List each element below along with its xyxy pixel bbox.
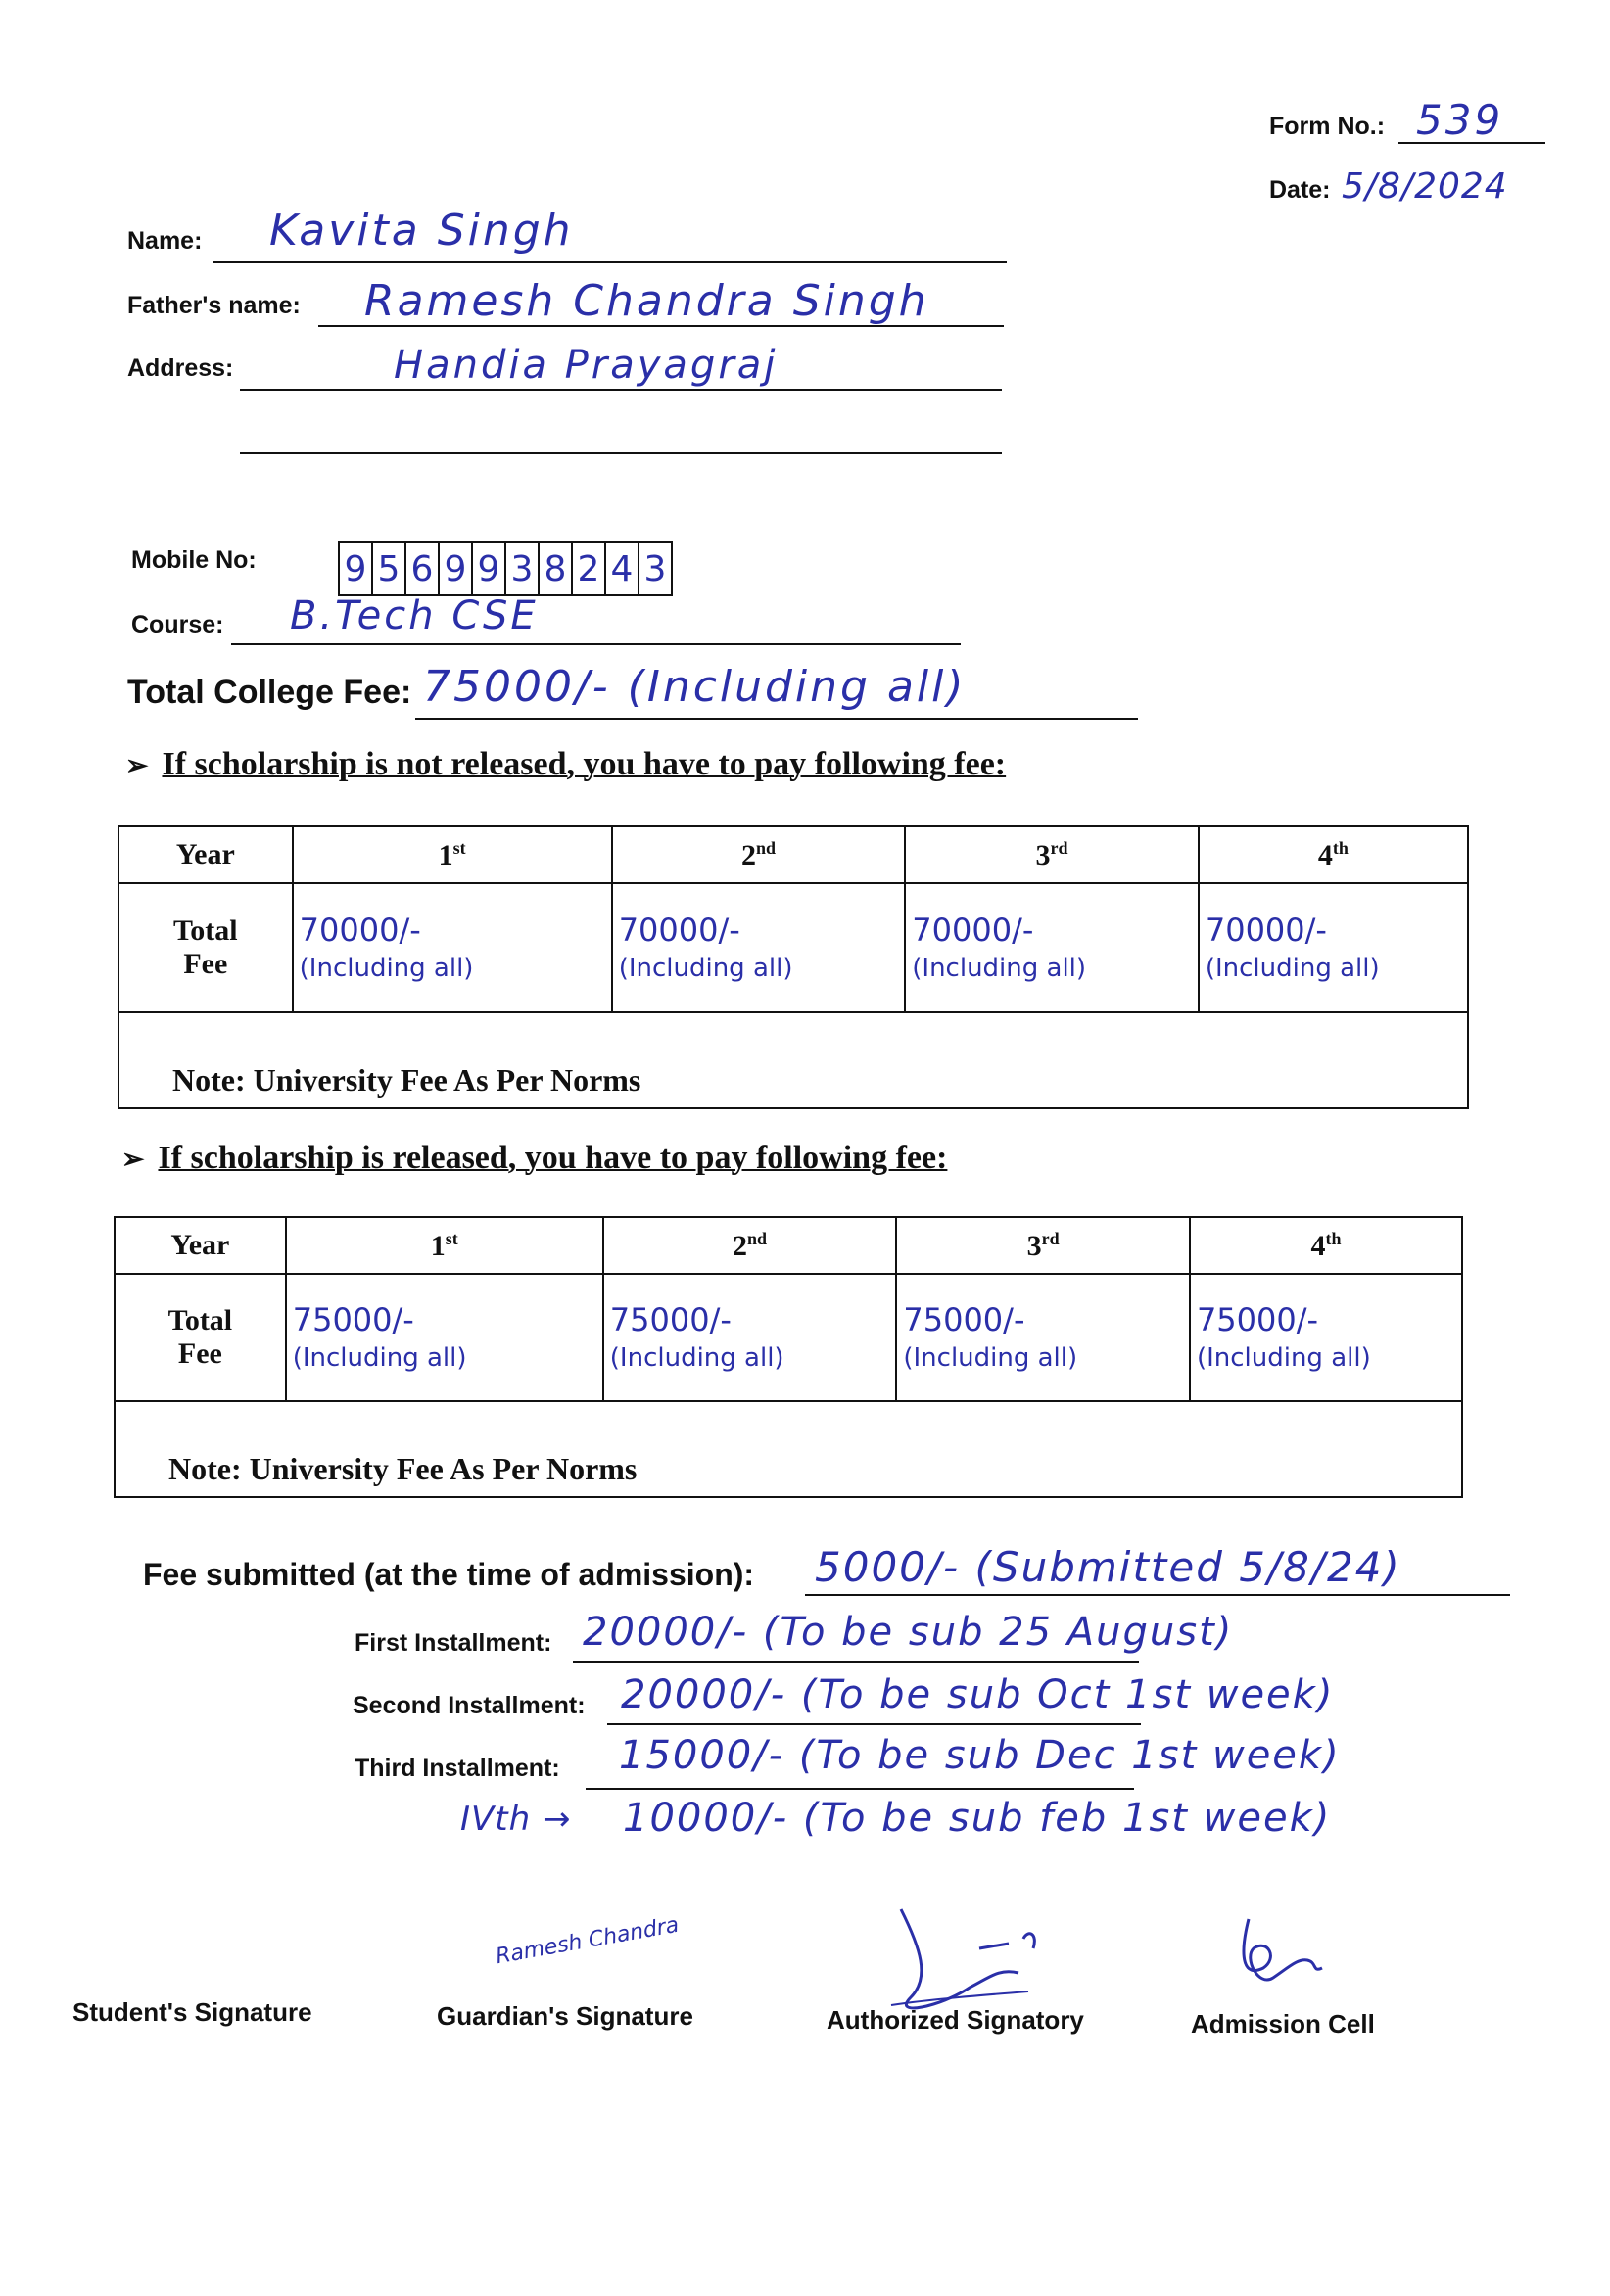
student-signature-label: Student's Signature bbox=[72, 1997, 312, 2027]
fee-amount-year-1: 70000/- (Including all) bbox=[293, 883, 612, 1012]
arrowhead-bullet-icon: ➢ bbox=[121, 1145, 145, 1175]
total-fee-label: Total Fee bbox=[118, 883, 293, 1012]
admission-cell-signature-mark bbox=[1219, 1899, 1337, 2007]
fourth-installment-value: 10000/- (To be sub feb 1st week) bbox=[623, 1796, 1332, 1841]
mobile-number-boxes bbox=[338, 541, 673, 596]
total-fee-label: Total Fee bbox=[115, 1274, 286, 1401]
name-value: Kavita Singh bbox=[269, 206, 574, 256]
name-label: Name: bbox=[127, 227, 203, 255]
year-1-header: 1st bbox=[286, 1217, 603, 1274]
fee-amount-year-2: 75000/- (Including all) bbox=[603, 1274, 897, 1401]
course-value: B.Tech CSE bbox=[290, 593, 539, 638]
mobile-digit: 6 bbox=[406, 543, 440, 594]
mobile-digit: 9 bbox=[340, 543, 373, 594]
mobile-digit: 3 bbox=[643, 548, 667, 589]
fee-submitted-underline bbox=[805, 1594, 1510, 1596]
authorized-signatory-label: Authorized Signatory bbox=[827, 2005, 1084, 2035]
year-3-header: 3rd bbox=[896, 1217, 1190, 1274]
second-installment-underline bbox=[607, 1723, 1141, 1725]
fee-amount-year-4: 75000/- (Including all) bbox=[1190, 1274, 1462, 1401]
course-underline bbox=[231, 643, 961, 645]
fee-amount-year-4: 70000/- (Including all) bbox=[1199, 883, 1468, 1012]
fee-amount-year-3: 75000/- (Including all) bbox=[896, 1274, 1190, 1401]
mobile-digit: 3 bbox=[506, 543, 540, 594]
fee-table-not-released bbox=[118, 825, 1469, 1109]
mobile-digit: 5 bbox=[373, 543, 406, 594]
total-college-fee-label: Total College Fee: bbox=[127, 674, 412, 711]
year-2-header: 2nd bbox=[603, 1217, 897, 1274]
university-fee-note: Note: University Fee As Per Norms bbox=[115, 1401, 1462, 1497]
guardian-signature-image: Ramesh Chandra bbox=[494, 1912, 682, 1970]
section-heading-text: If scholarship is released, you have to pay following fee: bbox=[158, 1140, 948, 1176]
course-label: Course: bbox=[131, 611, 224, 638]
first-installment-label: First Installment: bbox=[355, 1629, 552, 1657]
mobile-digit: 2 bbox=[573, 543, 606, 594]
arrowhead-bullet-icon: ➢ bbox=[125, 751, 149, 781]
date-value: 5/8/2024 bbox=[1342, 166, 1508, 207]
year-2-header: 2nd bbox=[612, 826, 906, 883]
second-installment-label: Second Installment: bbox=[353, 1692, 586, 1719]
fee-amount-year-2: 70000/- (Including all) bbox=[612, 883, 906, 1012]
university-fee-note: Note: University Fee As Per Norms bbox=[118, 1012, 1468, 1108]
fee-submitted-value: 5000/- (Submitted 5/8/24) bbox=[815, 1543, 1401, 1591]
third-installment-label: Third Installment: bbox=[355, 1755, 560, 1782]
third-installment-underline bbox=[586, 1788, 1134, 1790]
fee-table-released bbox=[114, 1216, 1463, 1498]
address-value: Handia Prayagraj bbox=[394, 343, 779, 388]
year-4-header: 4th bbox=[1190, 1217, 1462, 1274]
mobile-digit: 9 bbox=[440, 543, 473, 594]
year-1-header: 1st bbox=[293, 826, 612, 883]
year-3-header: 3rd bbox=[905, 826, 1199, 883]
date-label: Date: bbox=[1269, 176, 1331, 204]
form-no-label: Form No.: bbox=[1269, 113, 1386, 140]
mobile-digit: 4 bbox=[606, 543, 639, 594]
fee-amount-year-3: 70000/- (Including all) bbox=[905, 883, 1199, 1012]
address-label: Address: bbox=[127, 354, 234, 382]
father-name-label: Father's name: bbox=[127, 292, 301, 319]
mobile-digit: 9 bbox=[473, 543, 506, 594]
section-heading-released bbox=[121, 1140, 947, 1177]
year-4-header: 4th bbox=[1199, 826, 1468, 883]
form-no-value: 539 bbox=[1416, 96, 1504, 144]
address-underline-2 bbox=[240, 452, 1002, 454]
year-header: Year bbox=[118, 826, 293, 883]
section-heading-text: If scholarship is not released, you have to pay following fee: bbox=[162, 746, 1007, 782]
mobile-digit: 8 bbox=[540, 543, 573, 594]
address-underline-1 bbox=[240, 389, 1002, 391]
fourth-installment-prefix: IVth → bbox=[460, 1800, 572, 1839]
third-installment-value: 15000/- (To be sub Dec 1st week) bbox=[619, 1733, 1341, 1778]
father-name-value: Ramesh Chandra Singh bbox=[364, 276, 929, 326]
name-underline bbox=[213, 261, 1007, 263]
fee-amount-year-1: 75000/- (Including all) bbox=[286, 1274, 603, 1401]
section-heading-not-released bbox=[125, 746, 1006, 783]
total-college-fee-value: 75000/- (Including all) bbox=[423, 662, 967, 712]
mobile-label: Mobile No: bbox=[131, 546, 257, 574]
second-installment-value: 20000/- (To be sub Oct 1st week) bbox=[621, 1672, 1335, 1717]
year-header: Year bbox=[115, 1217, 286, 1274]
fee-submitted-label: Fee submitted (at the time of admission): bbox=[143, 1557, 755, 1592]
first-installment-underline bbox=[573, 1661, 1139, 1663]
guardian-signature-label: Guardian's Signature bbox=[437, 2001, 693, 2031]
total-college-fee-underline bbox=[415, 718, 1138, 720]
first-installment-value: 20000/- (To be sub 25 August) bbox=[583, 1610, 1234, 1655]
admission-cell-label: Admission Cell bbox=[1191, 2009, 1375, 2038]
